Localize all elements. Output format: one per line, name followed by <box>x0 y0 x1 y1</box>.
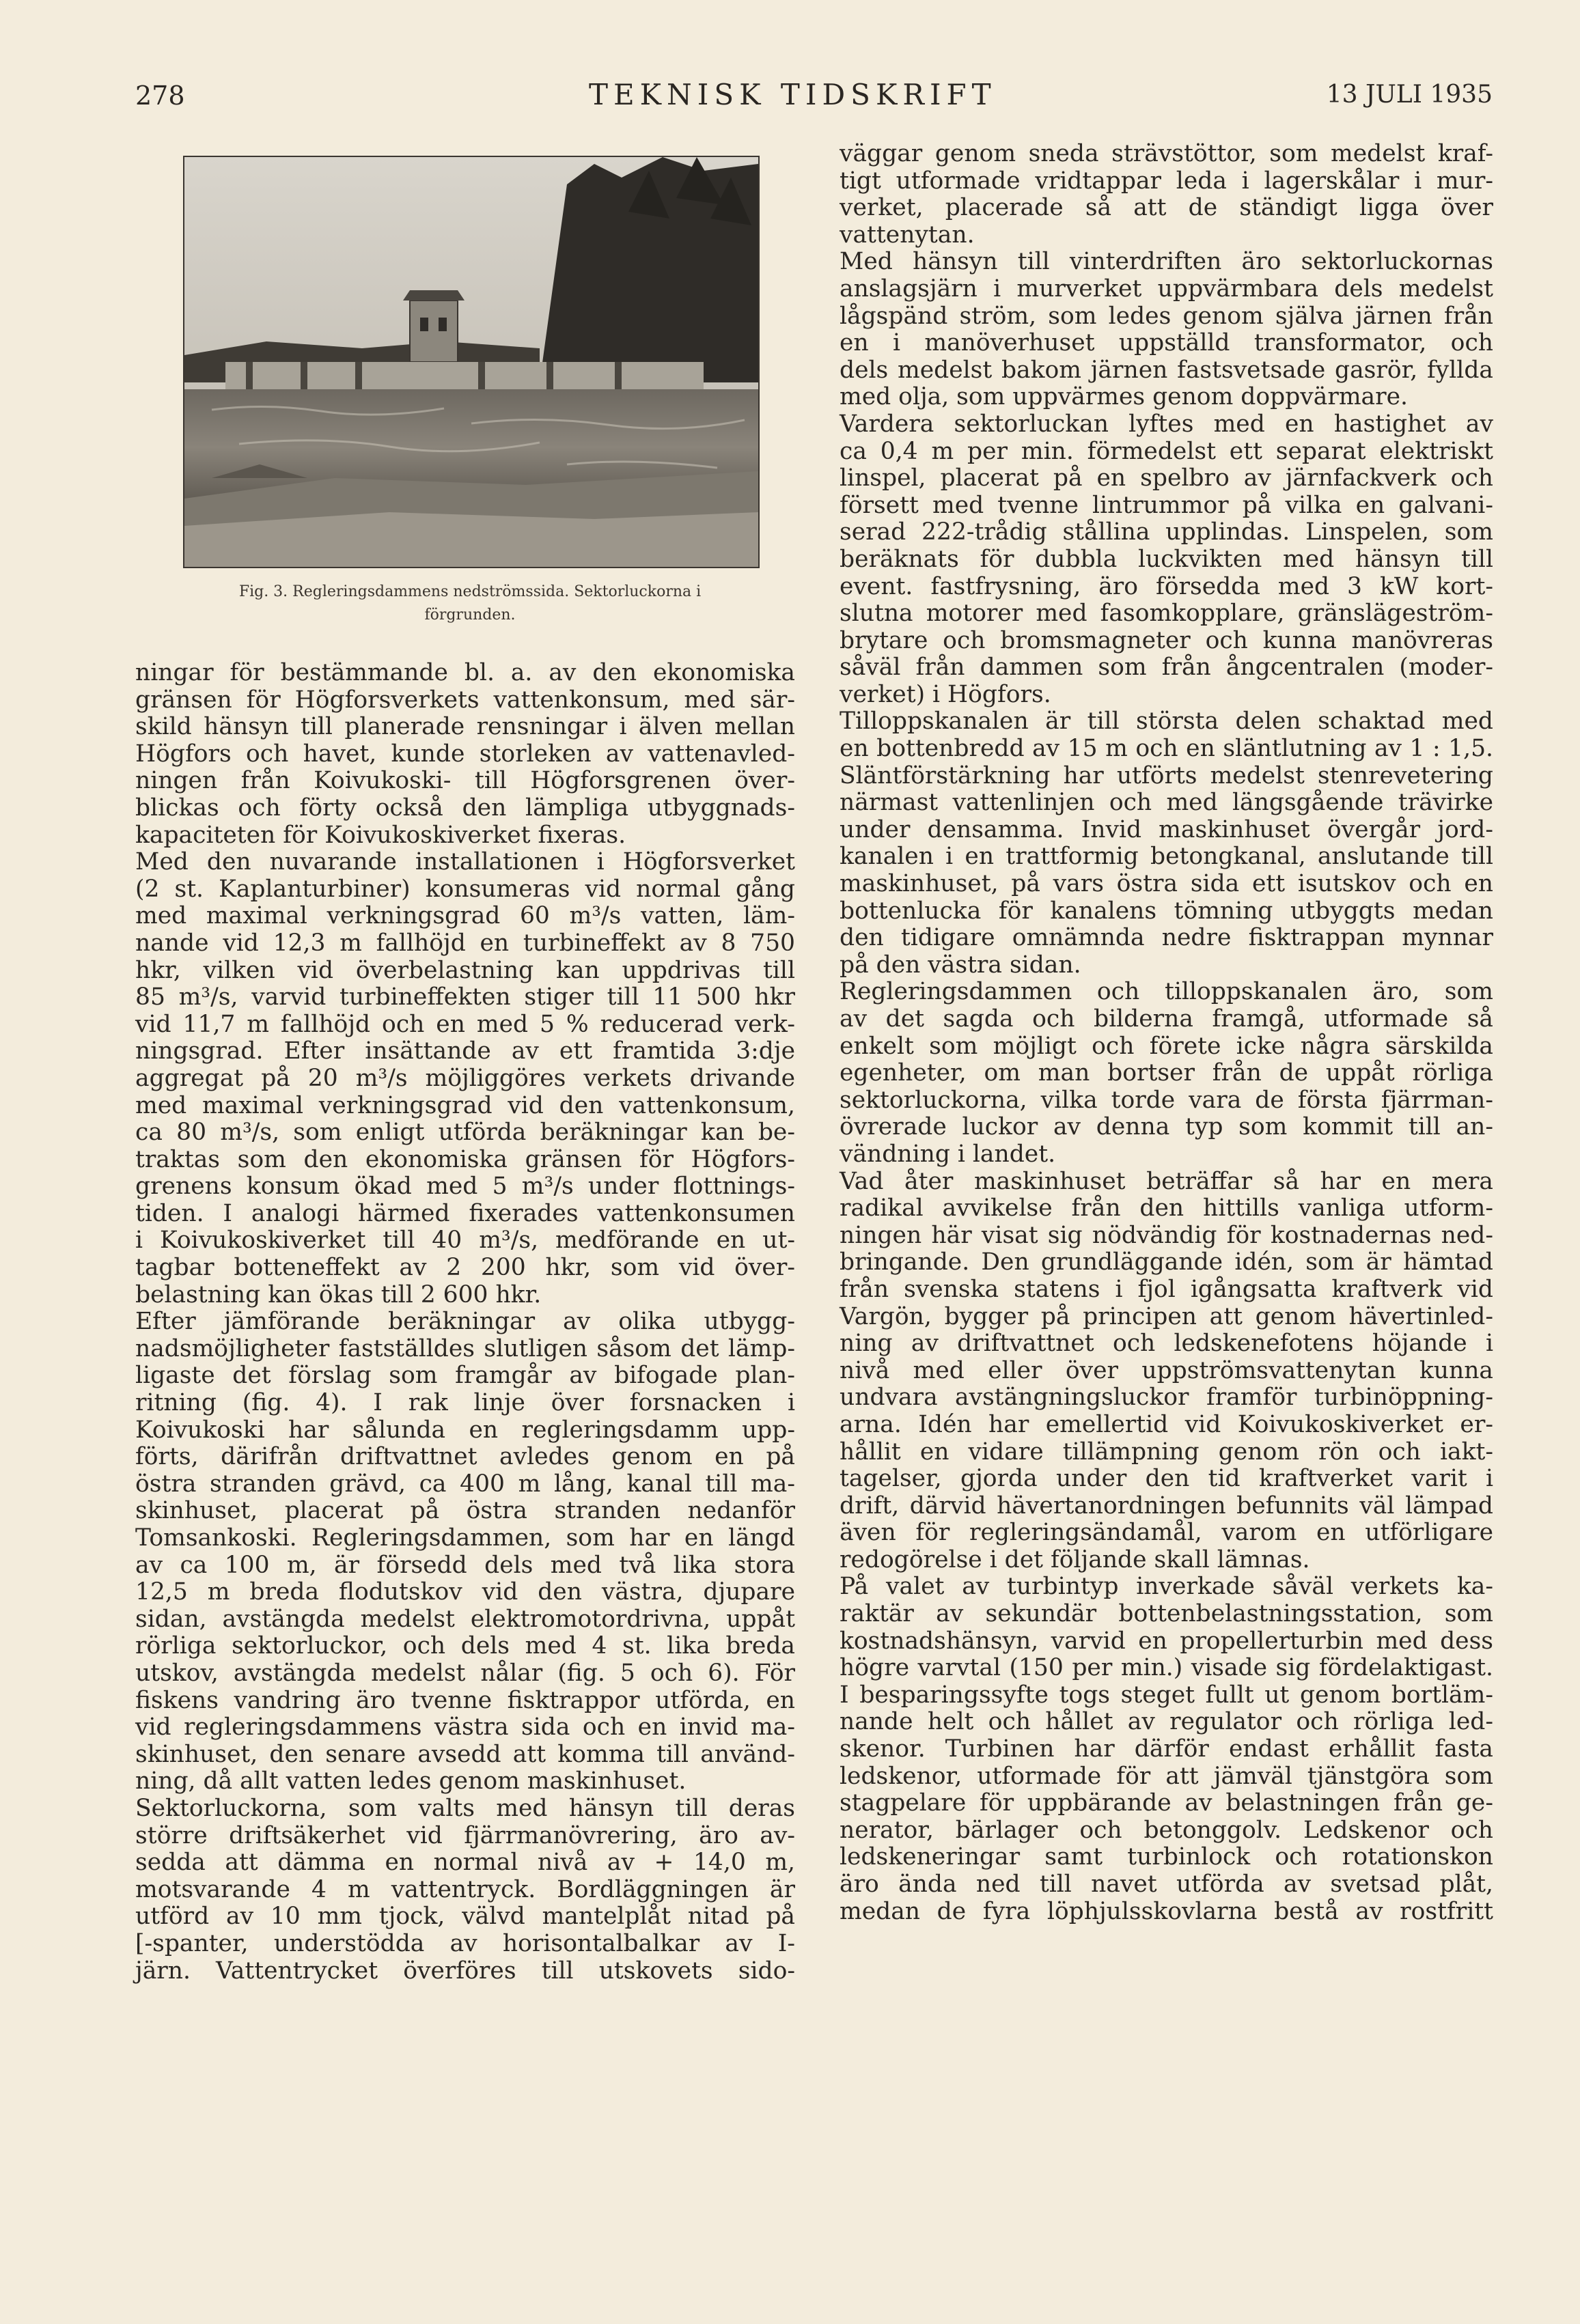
text-line: på den västra sidan. <box>840 951 1081 979</box>
text-line: ning, då allt vatten ledes genom maskinhuset. <box>135 1767 687 1795</box>
text-line: motsvarande 4 m vattentryck. Bordläggningen är <box>135 1875 795 1903</box>
text-line: större driftsäkerhet vid fjärrmanövrering, äro av- <box>135 1821 795 1849</box>
text-line: bottenlucka för kanalens tömning utbyggts medan <box>840 897 1493 925</box>
text-line: beräknats för dubbla luckvikten med hänsyn till <box>840 545 1493 573</box>
text-line: egenheter, om man bortser från de uppåt rörliga <box>840 1059 1493 1087</box>
text-line: sedda att dämma en normal nivå av + 14,0 m, <box>135 1849 795 1877</box>
text-line: sidan, avstängda medelst elektromotordrivna, uppåt <box>135 1605 795 1633</box>
issue-date: 13 JULI 1935 <box>1326 81 1493 109</box>
text-line: ning av driftvattnet och ledskenefotens höjande i <box>840 1330 1493 1358</box>
text-line: belastning kan ökas till 2 600 hkr. <box>135 1280 542 1308</box>
text-line: Sektorluckorna, som valts med hänsyn till deras <box>135 1794 795 1822</box>
text-line: förts, därifrån driftvattnet avledes genom en på <box>135 1443 795 1471</box>
text-line: Högfors och havet, kunde storleken av vattenavled- <box>135 740 795 768</box>
text-line: från svenska statens i fjol igångsatta kraftverk vid <box>840 1275 1493 1303</box>
text-line: såväl från dammen som från ångcentralen (moder- <box>840 654 1493 682</box>
text-line: gränsen för Högforsverkets vattenkonsum, med sär- <box>135 686 795 714</box>
text-line: hkr, vilken vid överbelastning kan uppdrivas till <box>135 956 795 984</box>
text-line: 85 m³/s, varvid turbineffekten stiger till 11 500 hkr <box>135 983 795 1011</box>
right-text-column <box>840 141 1493 1925</box>
text-line: en i manöverhuset uppställd transformator, och <box>840 329 1493 357</box>
text-line: tiden. I analogi härmed fixerades vattenkonsumen <box>135 1199 795 1227</box>
text-line: maskinhuset, på vars östra sida ett isutskov och en <box>840 870 1493 898</box>
text-line: bringande. Den grundläggande idén, som är hämtad <box>840 1248 1493 1276</box>
text-line: nivå med eller över uppströmsvattenytan kunna <box>840 1356 1493 1384</box>
text-line: ningsgrad. Efter insättande av ett framtida 3:dje <box>135 1037 795 1065</box>
figure-caption-line: Fig. 3. Regleringsdammens nedströmssida. Sektorluckorna i <box>238 583 702 600</box>
text-line: undvara avstängningsluckor framför turbinöppning- <box>840 1384 1493 1412</box>
text-line: Vardera sektorluckan lyftes med en hastighet av <box>840 410 1493 438</box>
text-line: Vad åter maskinhuset beträffar så har en mera <box>840 1167 1493 1195</box>
text-line: under densamma. Invid maskinhuset övergår jord- <box>840 815 1493 843</box>
text-line: utskov, avstängda medelst nålar (fig. 5 och 6). För <box>135 1659 795 1687</box>
text-line: sektorluckorna, vilka torde vara de första fjärrman- <box>840 1086 1493 1114</box>
text-line: järn. Vattentrycket överföres till utskovets sido- <box>135 1957 795 1985</box>
text-line: traktas som den ekonomiska gränsen för Högfors- <box>135 1145 795 1173</box>
text-line: slutna motorer med fasomkopplare, gränslägeström- <box>840 600 1493 628</box>
text-line: Koivukoski har sålunda en regleringsdamm upp- <box>135 1416 795 1444</box>
journal-title: TEKNISK TIDSKRIFT <box>589 78 997 111</box>
page-number: 278 <box>135 81 185 111</box>
text-line: lågspänd ström, som ledes genom själva järnen från <box>840 302 1493 330</box>
text-line: med olja, som uppvärmes genom doppvärmare. <box>840 383 1408 411</box>
dam-photograph <box>183 156 760 568</box>
text-line: den tidigare omnämnda nedre fisktrappan mynnar <box>840 924 1493 952</box>
text-line: ligaste det förslag som framgår av bifogade plan- <box>135 1362 795 1390</box>
text-line: [-spanter, understödda av horisontalbalkar av I- <box>135 1929 795 1957</box>
text-line: ningen från Koivukoski- till Högforsgrenen över- <box>135 767 795 795</box>
text-line: en bottenbredd av 15 m och en släntlutning av 1 : 1,5. <box>840 735 1493 763</box>
text-line: ningen här visat sig nödvändig för kostnadernas ned- <box>840 1221 1493 1249</box>
text-line: raktär av sekundär bottenbelastningsstation, som <box>840 1600 1493 1628</box>
text-line: ledskenor, utformade för att jämväl tjänstgöra som <box>840 1762 1493 1790</box>
text-line: verket) i Högfors. <box>840 680 1051 708</box>
text-line: vid regleringsdammens västra sida och en invid ma- <box>135 1713 795 1741</box>
text-line: skild hänsyn till planerade rensningar i älven mellan <box>135 713 795 741</box>
text-line: 12,5 m breda flodutskov vid den västra, djupare <box>135 1578 795 1606</box>
text-line: hållit en vidare tillämpning genom rön och iakt- <box>840 1438 1493 1466</box>
text-line: blickas och förty också den lämpliga utbyggnads- <box>135 794 795 822</box>
text-line: ca 0,4 m per min. förmedelst ett separat elektriskt <box>840 437 1493 465</box>
text-line: Med hänsyn till vinterdriften äro sektorluckornas <box>840 248 1493 276</box>
text-line: (2 st. Kaplanturbiner) konsumeras vid normal gång <box>135 875 795 903</box>
text-line: Efter jämförande beräkningar av olika utbygg- <box>135 1308 795 1336</box>
text-line: serad 222-trådig stållina upplindas. Linspelen, som <box>840 518 1493 546</box>
text-line: event. fastfrysning, äro försedda med 3 kW kort- <box>840 572 1493 600</box>
text-line: redogörelse i det följande skall lämnas. <box>840 1545 1310 1573</box>
text-line: av ca 100 m, är försedd dels med två lika stora <box>135 1551 795 1579</box>
text-line: skinhuset, placerat på östra stranden nedanför <box>135 1497 795 1525</box>
text-line: radikal avvikelse från den hittills vanliga utform- <box>840 1194 1493 1222</box>
text-line: vändning i landet. <box>840 1140 1056 1168</box>
text-line: tagbar botteneffekt av 2 200 hkr, som vid över- <box>135 1254 795 1282</box>
text-line: enkelt som möjligt och förete icke några särskilda <box>840 1032 1493 1060</box>
text-line: kostnadshänsyn, varvid en propellerturbin med dess <box>840 1627 1493 1655</box>
text-line: högre varvtal (150 per min.) visade sig fördelaktigast. <box>840 1654 1493 1682</box>
figure-caption <box>183 580 757 627</box>
figure-caption-line: förgrunden. <box>424 606 516 624</box>
text-line: verket, placerade så att de ständigt ligga över <box>840 194 1493 222</box>
text-line: tigt utformade vridtappar leda i lagerskålar i mur- <box>840 167 1493 195</box>
text-line: även för regleringsändamål, varom en utförligare <box>840 1519 1493 1547</box>
text-line: nerator, bärlager och betonggolv. Ledskenor och <box>840 1816 1493 1844</box>
text-line: brytare och bromsmagneter och kunna manövreras <box>840 626 1493 654</box>
text-line: stagpelare för uppbärande av belastningen från ge- <box>840 1789 1493 1817</box>
text-line: vid 11,7 m fallhöjd och en med 5 % reducerad verk- <box>135 1010 795 1038</box>
text-line: väggar genom sneda strävstöttor, som medelst kraf- <box>840 140 1493 167</box>
text-line: försett med tvenne lintrummor på vilka en galvani- <box>840 491 1493 519</box>
text-line: fiskens vandring äro tvenne fisktrappor utförda, en <box>135 1686 795 1714</box>
text-line: utförd av 10 mm tjock, välvd mantelplåt nitad på <box>135 1903 795 1931</box>
text-line: Med den nuvarande installationen i Högforsverket <box>135 848 795 876</box>
text-line: vattenytan. <box>840 221 975 249</box>
text-line: i Koivukoskiverket till 40 m³/s, medförande en ut- <box>135 1227 795 1255</box>
text-line: kanalen i en trattformig betongkanal, anslutande till <box>840 843 1493 871</box>
text-line: ca 80 m³/s, som enligt utförda beräkningar kan be- <box>135 1119 795 1147</box>
text-line: linspel, placerat på en spelbro av järnfackverk och <box>840 464 1493 492</box>
text-line: äro ända ned till navet utförda av svetsad plåt, <box>840 1871 1493 1898</box>
text-line: Tilloppskanalen är till största delen schaktad med <box>840 708 1493 736</box>
text-line: nande vid 12,3 m fallhöjd en turbineffekt av 8 750 <box>135 929 795 957</box>
text-line: aggregat på 20 m³/s möjliggöres verkets drivande <box>135 1064 795 1092</box>
left-text-column <box>135 660 795 1985</box>
text-line: närmast vattenlinjen och med längsgående trävirke <box>840 789 1493 817</box>
text-line: av det sagda och bilderna framgå, utformade så <box>840 1005 1493 1033</box>
dam-photo-image <box>184 157 758 567</box>
text-line: ledskeneringar samt turbinlock och rotationskon <box>840 1843 1493 1871</box>
text-line: skinhuset, den senare avsedd att komma till använd- <box>135 1740 795 1768</box>
text-line: nande helt och hållet av regulator och rörliga led- <box>840 1708 1493 1736</box>
text-line: skenor. Turbinen har därför endast erhållit fasta <box>840 1735 1493 1763</box>
text-line: tagelser, gjorda under den tid kraftverket varit i <box>840 1465 1493 1493</box>
text-line: östra stranden grävd, ca 400 m lång, kanal till ma- <box>135 1470 795 1498</box>
text-line: ningar för bestämmande bl. a. av den ekonomiska <box>135 659 795 686</box>
text-line: Släntförstärkning har utförts medelst stenrevetering <box>840 761 1493 789</box>
text-line: grenens konsum ökad med 5 m³/s under flottnings- <box>135 1173 795 1201</box>
text-line: kapaciteten för Koivukoskiverket fixeras. <box>135 821 626 849</box>
text-line: arna. Idén har emellertid vid Koivukoskiverket er- <box>840 1410 1493 1438</box>
text-line: Regleringsdammen och tilloppskanalen äro, som <box>840 978 1493 1006</box>
text-line: Tomsankoski. Regleringsdammen, som har en längd <box>135 1524 795 1552</box>
text-line: I besparingssyfte togs steget fullt ut genom bortläm- <box>840 1681 1493 1709</box>
text-line: nadsmöjligheter fastställdes slutligen såsom det lämp- <box>135 1334 795 1362</box>
text-line: Vargön, bygger på principen att genom hävertinled- <box>840 1302 1493 1330</box>
text-line: drift, därvid hävertanordningen befunnits väl lämpad <box>840 1492 1493 1520</box>
text-line: med maximal verkningsgrad vid den vattenkonsum, <box>135 1091 795 1119</box>
text-line: övrerade luckor av denna typ som kommit till an- <box>840 1113 1493 1141</box>
text-line: anslagsjärn i murverket uppvärmbara dels medelst <box>840 275 1493 303</box>
text-line: ritning (fig. 4). I rak linje över forsnacken i <box>135 1389 795 1417</box>
text-line: med maximal verkningsgrad 60 m³/s vatten, läm- <box>135 902 795 930</box>
text-line: rörliga sektorluckor, och dels med 4 st. lika breda <box>135 1632 795 1660</box>
text-line: På valet av turbintyp inverkade såväl verkets ka- <box>840 1573 1493 1601</box>
text-line: dels medelst bakom järnen fastsvetsade gasrör, fyllda <box>840 356 1493 384</box>
text-line: medan de fyra löphjulsskovlarna bestå av rostfritt <box>840 1897 1493 1925</box>
